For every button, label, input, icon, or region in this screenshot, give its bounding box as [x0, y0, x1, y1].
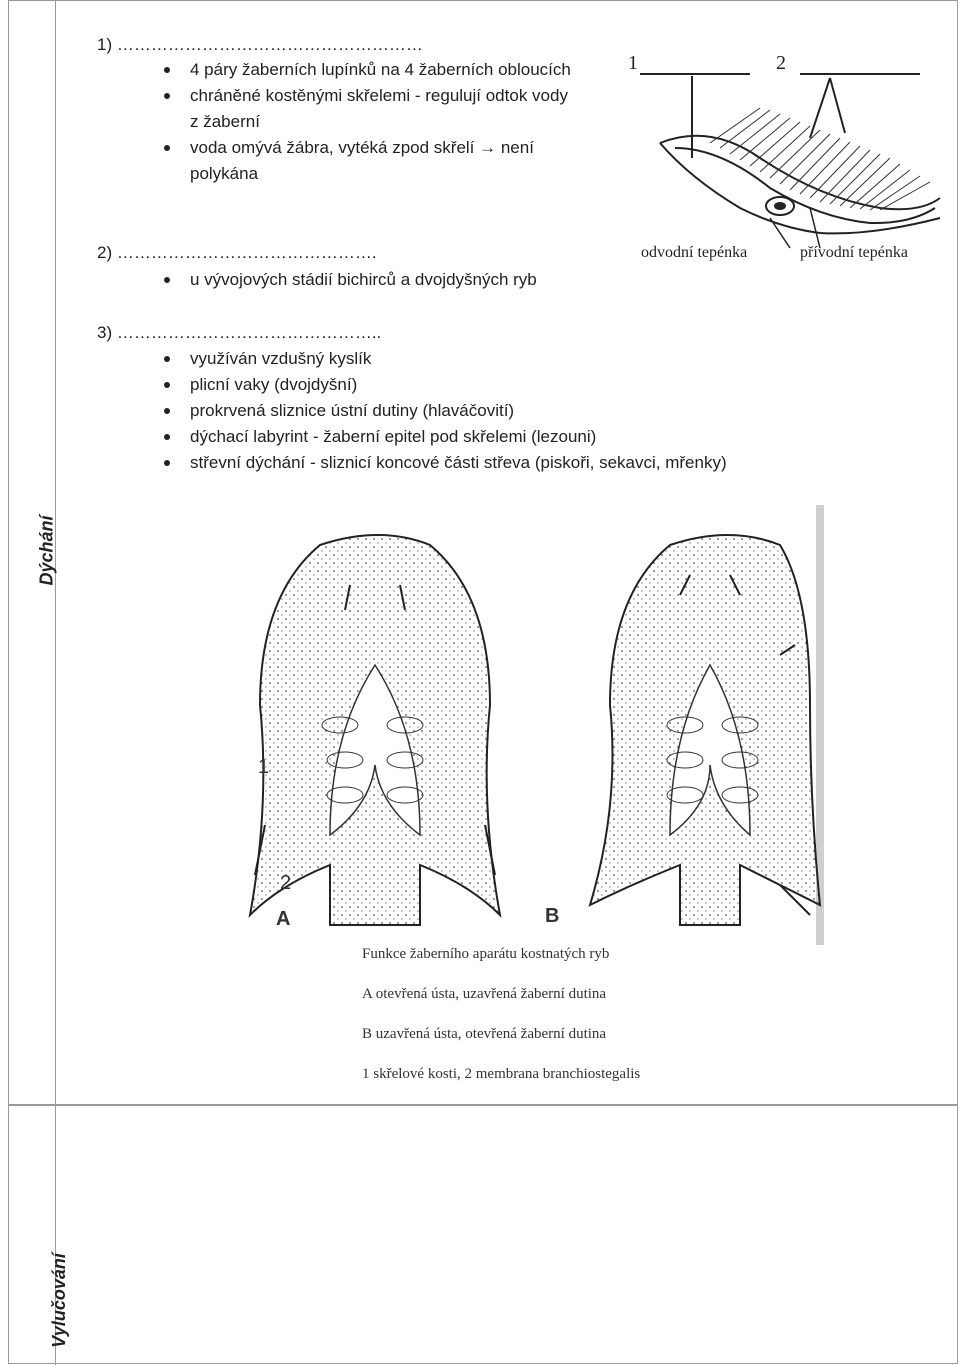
section-1-list [158, 57, 578, 187]
list-item: prokrvená sliznice ústní dutiny (hlaváčovití) [158, 398, 838, 424]
gill-label-1: 1 [628, 52, 638, 74]
gill-label-2: 2 [776, 52, 786, 74]
list-item: u vývojových stádií bichirců a dvojdyšných ryb [158, 267, 608, 293]
figure-caption-numbers: 1 skřelové kosti, 2 membrana branchiostegalis [362, 1066, 641, 1082]
list-item: voda omývá žábra, vytéká zpod skřelí → není polykána [158, 135, 578, 187]
side-label-dychani-text: Dýchání [36, 515, 57, 586]
list-item: chráněné kostěnými skřelemi - regulují odtok vody z žaberní [158, 83, 578, 135]
figure-caption-a: A otevřená ústa, uzavřená žaberní dutina [362, 986, 607, 1002]
list-item: 4 páry žaberních lupínků na 4 žaberních obloucích [158, 57, 578, 83]
side-label-vylucovani [12, 1253, 69, 1348]
section-2-list [158, 267, 608, 293]
fish-label-2: 2 [280, 872, 292, 894]
table-cell-vylucovani [8, 1104, 958, 1364]
figure-caption-b: B uzavřená ústa, otevřená žaberní dutina [362, 1026, 607, 1042]
fish-a-outline [250, 535, 500, 925]
list-item: střevní dýchání - sliznicí koncové části střeva (piskoři, sekavci, mřenky) [158, 450, 838, 476]
section-3-list [158, 346, 838, 476]
fish-label-a: A [276, 908, 291, 930]
figure-caption-title: Funkce žaberního aparátu kostnatých ryb [362, 946, 610, 962]
fish-b-outline [590, 535, 820, 925]
gill-caption-efferent: odvodní tepénka [641, 244, 748, 261]
side-label-dychani [12, 515, 57, 586]
fish-gill-apparatus-illustration [220, 505, 830, 945]
gill-caption-afferent: přívodní tepénka [800, 244, 908, 261]
list-item: využíván vzdušný kyslík [158, 346, 838, 372]
list-item: plicní vaky (dvojdyšní) [158, 372, 838, 398]
fish-label-b: B [545, 905, 560, 927]
side-label-vylucovani-text: Vylučování [48, 1253, 69, 1348]
section-1-heading: 1) ……………………………………………… [97, 35, 423, 54]
side-column-divider [55, 0, 56, 1365]
section-2-heading: 2) ………………………………………. [97, 243, 377, 262]
fish-label-1: 1 [258, 756, 270, 778]
list-item: dýchací labyrint - žaberní epitel pod skřelemi (lezouni) [158, 424, 838, 450]
section-3-heading: 3) ……………………………………….. [97, 323, 382, 342]
